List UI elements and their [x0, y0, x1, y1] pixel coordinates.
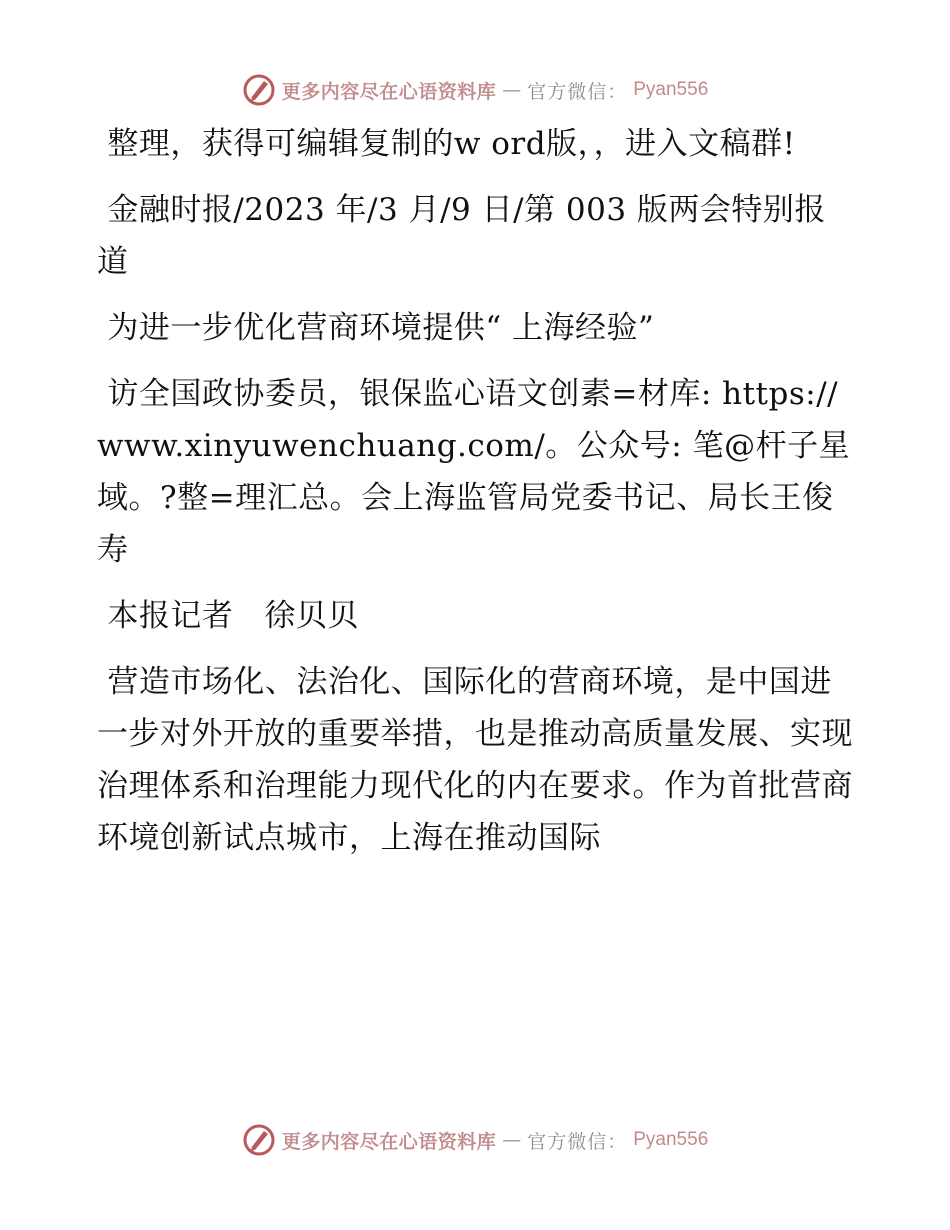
paragraph-source: 金融时报/2023 年/3 月/9 日/第 003 版两会特别报道 [97, 192, 826, 280]
watermark-dash: — [502, 79, 522, 101]
document-body [97, 118, 857, 864]
article-subheadline: 访全国政协委员，银保监心语文创素=材库: https://www.xinyuwenchuang.com/。公众号: 笔@杆子星域。?整=理汇总。会上海监管局党委书记、局长王俊寿 [97, 376, 851, 568]
watermark-dash: — [502, 1129, 522, 1151]
page-footer-watermark [0, 1120, 950, 1160]
watermark-wechat-id: Pyan556 [633, 1129, 709, 1150]
watermark-wechat-label: 官方微信： [527, 1130, 628, 1153]
watermark-text: 更多内容尽在心语资料库 [281, 80, 497, 103]
page-header-watermark [0, 70, 950, 110]
quill-pen-logo-icon [242, 1123, 276, 1157]
watermark-text: 更多内容尽在心语资料库 [281, 1130, 497, 1153]
article-body-paragraph: 营造市场化、法治化、国际化的营商环境，是中国进一步对外开放的重要举措，也是推动高质量发展、实现治理体系和治理能力现代化的内在要求。作为首批营商环境创新试点城市，上海在推动国际 [97, 664, 853, 856]
watermark-wechat-id: Pyan556 [633, 79, 709, 100]
article-byline: 本报记者 徐贝贝 [97, 598, 359, 634]
quill-pen-logo-icon [242, 73, 276, 107]
paragraph-intro: 整理，获得可编辑复制的w ord版，，进入文稿群! [97, 126, 796, 162]
watermark-wechat-label: 官方微信： [527, 80, 628, 103]
article-headline: 为进一步优化营商环境提供“ 上海经验” [97, 310, 655, 346]
